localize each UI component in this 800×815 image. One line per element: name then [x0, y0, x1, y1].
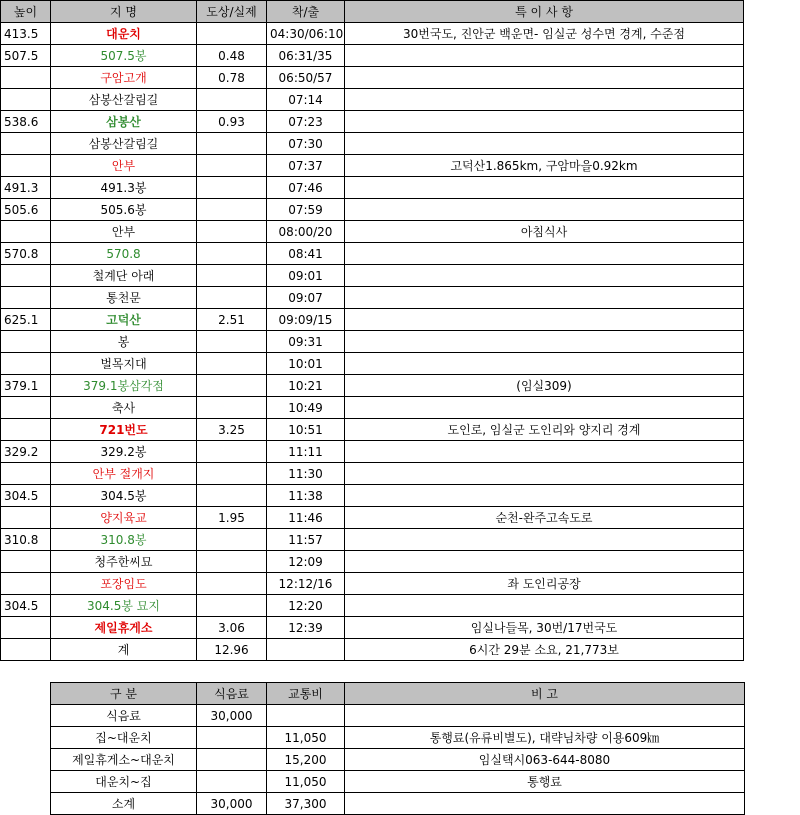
- distance-cell: [197, 177, 267, 199]
- distance-cell: [197, 353, 267, 375]
- category-cell: 소계: [51, 793, 197, 815]
- time-cell: 07:59: [267, 199, 345, 221]
- place-cell: 철계단 아래: [51, 265, 197, 287]
- transport-cell: 15,200: [267, 749, 345, 771]
- place-cell: 봉: [51, 331, 197, 353]
- distance-cell: [197, 133, 267, 155]
- time-cell: 11:38: [267, 485, 345, 507]
- height-cell: [1, 639, 51, 661]
- place-cell: 대운치: [51, 23, 197, 45]
- food-cell: [197, 749, 267, 771]
- table-row: [1, 573, 744, 595]
- place-cell: 304.5봉: [51, 485, 197, 507]
- time-cell: 04:30/06:10: [267, 23, 345, 45]
- notes-cell: [345, 463, 744, 485]
- table-row: [1, 177, 744, 199]
- place-cell: 721번도: [51, 419, 197, 441]
- time-cell: 06:31/35: [267, 45, 345, 67]
- notes-cell: 고덕산1.865km, 구암마을0.92km: [345, 155, 744, 177]
- remarks-cell: [345, 705, 745, 727]
- height-cell: 507.5: [1, 45, 51, 67]
- distance-cell: 12.96: [197, 639, 267, 661]
- col-category: 구 분: [51, 683, 197, 705]
- place-cell: 벌목지대: [51, 353, 197, 375]
- table-row: [1, 353, 744, 375]
- notes-cell: (임실309): [345, 375, 744, 397]
- time-cell: 11:57: [267, 529, 345, 551]
- height-cell: [1, 507, 51, 529]
- distance-cell: [197, 375, 267, 397]
- height-cell: 570.8: [1, 243, 51, 265]
- food-cell: 30,000: [197, 793, 267, 815]
- table-row: [1, 23, 744, 45]
- table-row: [1, 595, 744, 617]
- time-cell: 09:01: [267, 265, 345, 287]
- time-cell: 07:14: [267, 89, 345, 111]
- place-cell: 491.3봉: [51, 177, 197, 199]
- distance-cell: [197, 551, 267, 573]
- height-cell: [1, 419, 51, 441]
- col-transport: 교통비: [267, 683, 345, 705]
- distance-cell: [197, 265, 267, 287]
- distance-cell: [197, 243, 267, 265]
- height-cell: 379.1: [1, 375, 51, 397]
- time-cell: 10:01: [267, 353, 345, 375]
- table-row: [1, 397, 744, 419]
- notes-cell: [345, 397, 744, 419]
- notes-cell: 임실나들목, 30번/17번국도: [345, 617, 744, 639]
- table-row: [51, 705, 745, 727]
- notes-cell: [345, 485, 744, 507]
- col-height: 높이: [1, 1, 51, 23]
- place-cell: 삼봉산갈림길: [51, 89, 197, 111]
- time-cell: 08:41: [267, 243, 345, 265]
- distance-cell: [197, 199, 267, 221]
- notes-cell: [345, 551, 744, 573]
- table-row: [1, 309, 744, 331]
- table-row: [1, 331, 744, 353]
- transport-cell: [267, 705, 345, 727]
- distance-cell: [197, 485, 267, 507]
- height-cell: [1, 573, 51, 595]
- place-cell: 포장임도: [51, 573, 197, 595]
- col-time: 착/출: [267, 1, 345, 23]
- table-row: [1, 199, 744, 221]
- height-cell: 310.8: [1, 529, 51, 551]
- col-place: 지 명: [51, 1, 197, 23]
- height-cell: [1, 397, 51, 419]
- col-distance: 도상/실제: [197, 1, 267, 23]
- time-cell: 12:20: [267, 595, 345, 617]
- remarks-cell: 통행료(유류비별도), 대략님차량 이용609㎞: [345, 727, 745, 749]
- distance-cell: [197, 397, 267, 419]
- category-cell: 제일휴게소~대운치: [51, 749, 197, 771]
- distance-cell: [197, 287, 267, 309]
- notes-cell: [345, 133, 744, 155]
- distance-cell: 3.25: [197, 419, 267, 441]
- notes-cell: [345, 265, 744, 287]
- place-cell: 310.8봉: [51, 529, 197, 551]
- time-cell: 10:21: [267, 375, 345, 397]
- time-cell: 09:31: [267, 331, 345, 353]
- col-notes: 특 이 사 항: [345, 1, 744, 23]
- notes-cell: [345, 309, 744, 331]
- distance-cell: 0.78: [197, 67, 267, 89]
- food-cell: [197, 727, 267, 749]
- notes-cell: 아침식사: [345, 221, 744, 243]
- notes-cell: [345, 67, 744, 89]
- notes-cell: [345, 441, 744, 463]
- table-row: [51, 793, 745, 815]
- table-row: [1, 287, 744, 309]
- notes-cell: [345, 45, 744, 67]
- table-row: [1, 67, 744, 89]
- table-row: [1, 529, 744, 551]
- notes-cell: 30번국도, 진안군 백운면- 임실군 성수면 경계, 수준점: [345, 23, 744, 45]
- remarks-cell: 통행료: [345, 771, 745, 793]
- distance-cell: 1.95: [197, 507, 267, 529]
- col-food: 식음료: [197, 683, 267, 705]
- place-cell: 구암고개: [51, 67, 197, 89]
- height-cell: [1, 133, 51, 155]
- category-cell: 식음료: [51, 705, 197, 727]
- distance-cell: 0.48: [197, 45, 267, 67]
- notes-cell: 순천-완주고속도로: [345, 507, 744, 529]
- place-cell: 청주한씨묘: [51, 551, 197, 573]
- place-cell: 삼봉산: [51, 111, 197, 133]
- notes-cell: 도인로, 임실군 도인리와 양지리 경계: [345, 419, 744, 441]
- time-cell: 06:50/57: [267, 67, 345, 89]
- place-cell: 삼봉산갈림길: [51, 133, 197, 155]
- time-cell: 07:46: [267, 177, 345, 199]
- height-cell: [1, 353, 51, 375]
- distance-cell: 3.06: [197, 617, 267, 639]
- time-cell: [267, 639, 345, 661]
- notes-cell: 좌 도인리공장: [345, 573, 744, 595]
- height-cell: [1, 331, 51, 353]
- time-cell: 09:09/15: [267, 309, 345, 331]
- place-cell: 570.8: [51, 243, 197, 265]
- table-row: [1, 265, 744, 287]
- table-row: [1, 485, 744, 507]
- place-cell: 안부: [51, 155, 197, 177]
- time-cell: 12:39: [267, 617, 345, 639]
- height-cell: 304.5: [1, 485, 51, 507]
- category-cell: 대운치~집: [51, 771, 197, 793]
- table-row: [1, 45, 744, 67]
- notes-cell: [345, 177, 744, 199]
- height-cell: 413.5: [1, 23, 51, 45]
- notes-cell: [345, 243, 744, 265]
- food-cell: [197, 771, 267, 793]
- table-row: [1, 155, 744, 177]
- time-cell: 07:23: [267, 111, 345, 133]
- route-header-row: [1, 1, 744, 23]
- time-cell: 09:07: [267, 287, 345, 309]
- height-cell: 329.2: [1, 441, 51, 463]
- distance-cell: [197, 221, 267, 243]
- height-cell: [1, 155, 51, 177]
- table-row: [1, 617, 744, 639]
- transport-cell: 11,050: [267, 727, 345, 749]
- table-row: [1, 243, 744, 265]
- table-row: [1, 111, 744, 133]
- height-cell: [1, 463, 51, 485]
- notes-cell: [345, 353, 744, 375]
- distance-cell: [197, 331, 267, 353]
- distance-cell: [197, 441, 267, 463]
- remarks-cell: [345, 793, 745, 815]
- place-cell: 계: [51, 639, 197, 661]
- time-cell: 07:30: [267, 133, 345, 155]
- height-cell: [1, 551, 51, 573]
- place-cell: 안부 절개지: [51, 463, 197, 485]
- height-cell: 538.6: [1, 111, 51, 133]
- notes-cell: [345, 595, 744, 617]
- table-row: [1, 463, 744, 485]
- place-cell: 329.2봉: [51, 441, 197, 463]
- distance-cell: [197, 23, 267, 45]
- place-cell: 304.5봉 묘지: [51, 595, 197, 617]
- table-row: [1, 221, 744, 243]
- height-cell: 491.3: [1, 177, 51, 199]
- height-cell: [1, 221, 51, 243]
- transport-cell: 37,300: [267, 793, 345, 815]
- time-cell: 11:30: [267, 463, 345, 485]
- notes-cell: [345, 89, 744, 111]
- table-row: [1, 89, 744, 111]
- height-cell: 625.1: [1, 309, 51, 331]
- time-cell: 10:49: [267, 397, 345, 419]
- distance-cell: [197, 155, 267, 177]
- time-cell: 11:46: [267, 507, 345, 529]
- notes-cell: 6시간 29분 소요, 21,773보: [345, 639, 744, 661]
- distance-cell: [197, 529, 267, 551]
- table-row: [1, 551, 744, 573]
- place-cell: 제일휴게소: [51, 617, 197, 639]
- distance-cell: [197, 595, 267, 617]
- height-cell: 304.5: [1, 595, 51, 617]
- place-cell: 축사: [51, 397, 197, 419]
- table-row: [1, 133, 744, 155]
- col-remarks: 비 고: [345, 683, 745, 705]
- time-cell: 08:00/20: [267, 221, 345, 243]
- transport-cell: 11,050: [267, 771, 345, 793]
- table-row: [1, 419, 744, 441]
- table-row: [1, 375, 744, 397]
- place-cell: 379.1봉삼각점: [51, 375, 197, 397]
- time-cell: 12:12/16: [267, 573, 345, 595]
- remarks-cell: 임실택시063-644-8080: [345, 749, 745, 771]
- table-row: [1, 507, 744, 529]
- place-cell: 고덕산: [51, 309, 197, 331]
- table-row: [51, 727, 745, 749]
- place-cell: 양지육교: [51, 507, 197, 529]
- notes-cell: [345, 331, 744, 353]
- place-cell: 통천문: [51, 287, 197, 309]
- distance-cell: 0.93: [197, 111, 267, 133]
- time-cell: 11:11: [267, 441, 345, 463]
- height-cell: [1, 265, 51, 287]
- cost-table: [50, 682, 745, 815]
- place-cell: 505.6봉: [51, 199, 197, 221]
- time-cell: 10:51: [267, 419, 345, 441]
- place-cell: 안부: [51, 221, 197, 243]
- table-row: [51, 771, 745, 793]
- notes-cell: [345, 287, 744, 309]
- height-cell: [1, 67, 51, 89]
- distance-cell: 2.51: [197, 309, 267, 331]
- height-cell: [1, 287, 51, 309]
- notes-cell: [345, 111, 744, 133]
- time-cell: 12:09: [267, 551, 345, 573]
- cost-header-row: [51, 683, 745, 705]
- height-cell: [1, 617, 51, 639]
- food-cell: 30,000: [197, 705, 267, 727]
- height-cell: [1, 89, 51, 111]
- notes-cell: [345, 199, 744, 221]
- distance-cell: [197, 463, 267, 485]
- table-row: [51, 749, 745, 771]
- place-cell: 507.5봉: [51, 45, 197, 67]
- table-row: [1, 639, 744, 661]
- distance-cell: [197, 573, 267, 595]
- time-cell: 07:37: [267, 155, 345, 177]
- height-cell: 505.6: [1, 199, 51, 221]
- notes-cell: [345, 529, 744, 551]
- table-row: [1, 441, 744, 463]
- category-cell: 집~대운치: [51, 727, 197, 749]
- distance-cell: [197, 89, 267, 111]
